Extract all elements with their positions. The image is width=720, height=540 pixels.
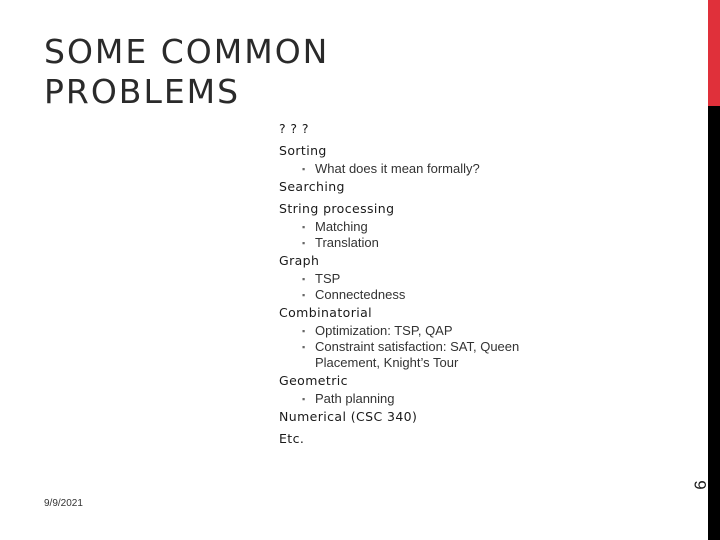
sub-item: ▪ Translation bbox=[302, 235, 379, 250]
sub-item: ▪ Connectedness bbox=[302, 287, 406, 302]
bullet-icon: ▪ bbox=[302, 394, 306, 404]
content-list bbox=[279, 120, 689, 452]
list-heading: Etc. bbox=[279, 431, 305, 446]
slide-title: SOME COMMON PROBLEMS bbox=[44, 32, 330, 111]
bullet-icon: ▪ bbox=[302, 238, 306, 248]
sub-item: ▪ Path planning bbox=[302, 391, 395, 406]
list-heading: String processing bbox=[279, 201, 395, 216]
sub-item: ▪ Constraint satisfaction: SAT, Queen Placement, Knight’s Tour bbox=[302, 339, 520, 370]
sub-list bbox=[279, 161, 689, 177]
side-bar-accent bbox=[708, 0, 720, 106]
sub-list bbox=[279, 271, 689, 303]
sub-item: ▪ Optimization: TSP, QAP bbox=[302, 323, 453, 338]
list-heading: ? ? ? bbox=[279, 121, 309, 136]
sub-list bbox=[279, 323, 689, 371]
sub-list bbox=[279, 391, 689, 407]
slide-date: 9/9/2021 bbox=[44, 498, 83, 509]
list-heading: Combinatorial bbox=[279, 305, 373, 320]
bullet-icon: ▪ bbox=[302, 290, 306, 300]
list-heading: Numerical (CSC 340) bbox=[279, 409, 418, 424]
slide-number: 6 bbox=[691, 480, 710, 490]
sub-item: ▪ TSP bbox=[302, 271, 341, 286]
list-heading: Searching bbox=[279, 179, 345, 194]
list-heading: Graph bbox=[279, 253, 320, 268]
bullet-icon: ▪ bbox=[302, 222, 306, 232]
bullet-icon: ▪ bbox=[302, 274, 306, 284]
bullet-icon: ▪ bbox=[302, 164, 306, 174]
bullet-icon: ▪ bbox=[302, 342, 306, 352]
list-heading: Sorting bbox=[279, 143, 327, 158]
list-heading: Geometric bbox=[279, 373, 348, 388]
bullet-icon: ▪ bbox=[302, 326, 306, 336]
sub-item: ▪ Matching bbox=[302, 219, 368, 234]
sub-item: ▪ What does it mean formally? bbox=[302, 161, 480, 176]
sub-list bbox=[279, 219, 689, 251]
